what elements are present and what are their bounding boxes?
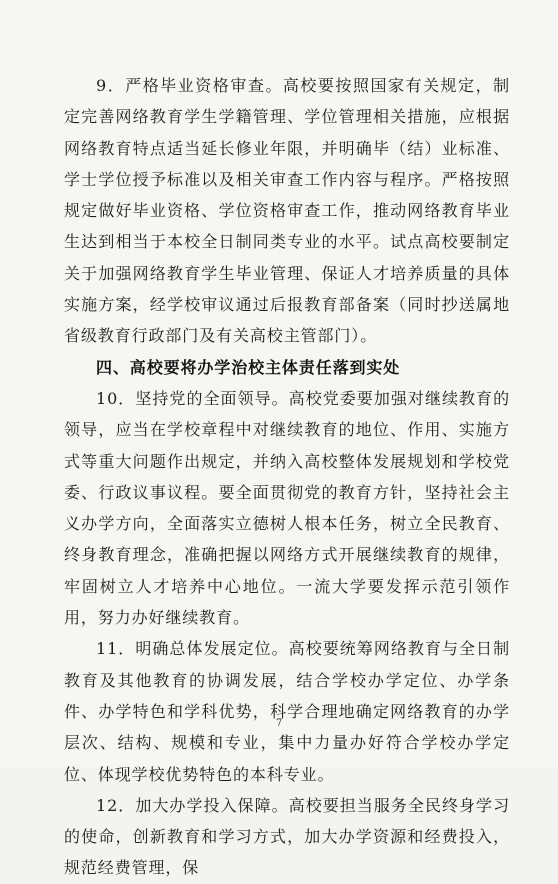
paragraph-12: 12．加大办学投入保障。高校要担当服务全民终身学习的使命，创新教育和学习方式，加大办学资源和经费投入，规范经费管理，保 — [64, 795, 510, 878]
paragraph-11: 11．明确总体发展定位。高校要统筹网络教育与全日制教育及其他教育的协调发展，结合学校办学定位、办学条件、办学特色和学科优势，科学合理地确定网络教育的办学层次、结构、规模和专业，集中力量办好符合学校办学定位、体现学校优势特色的本科专业。 — [64, 639, 510, 784]
section-heading-4: 四、高校要将办学治校主体责任落到实处 — [96, 357, 401, 377]
paragraph-10: 10．坚持党的全面领导。高校党委要加强对继续教育的领导，应当在学校章程中对继续教育的地位、作用、实施方式等重大问题作出规定，并纳入高校整体发展规划和学校党委、行政议事议程。要全面贯彻党的教育方针，坚持社会主义办学方向，全面落实立德树人根本任务，树立全民教育、终身教育理念，准确把握以网络方式开展继续教育的规律，牢固树立人才培养中心地位。一流大学要发挥示范引领作用，努力办好继续教育。 — [64, 388, 510, 628]
paragraph-9: 9．严格毕业资格审查。高校要按照国家有关规定，制定完善网络教育学生学籍管理、学位管理相关措施，应根据网络教育特点适当延长修业年限，并明确毕（结）业标准、学士学位授予标准以及相关审查工作内容与程序。严格按照规定做好毕业资格、学位资格审查工作，推动网络教育毕业生达到相当于本校全日制同类专业的水平。试点高校要制定关于加强网络教育学生毕业管理、保证人才培养质量的具体实施方案，经学校审议通过后报教育部备案（同时抄送属地省级教育行政部门及有关高校主管部门）。 — [64, 76, 510, 346]
document-body — [64, 70, 510, 884]
page-number: 7 — [275, 718, 283, 729]
